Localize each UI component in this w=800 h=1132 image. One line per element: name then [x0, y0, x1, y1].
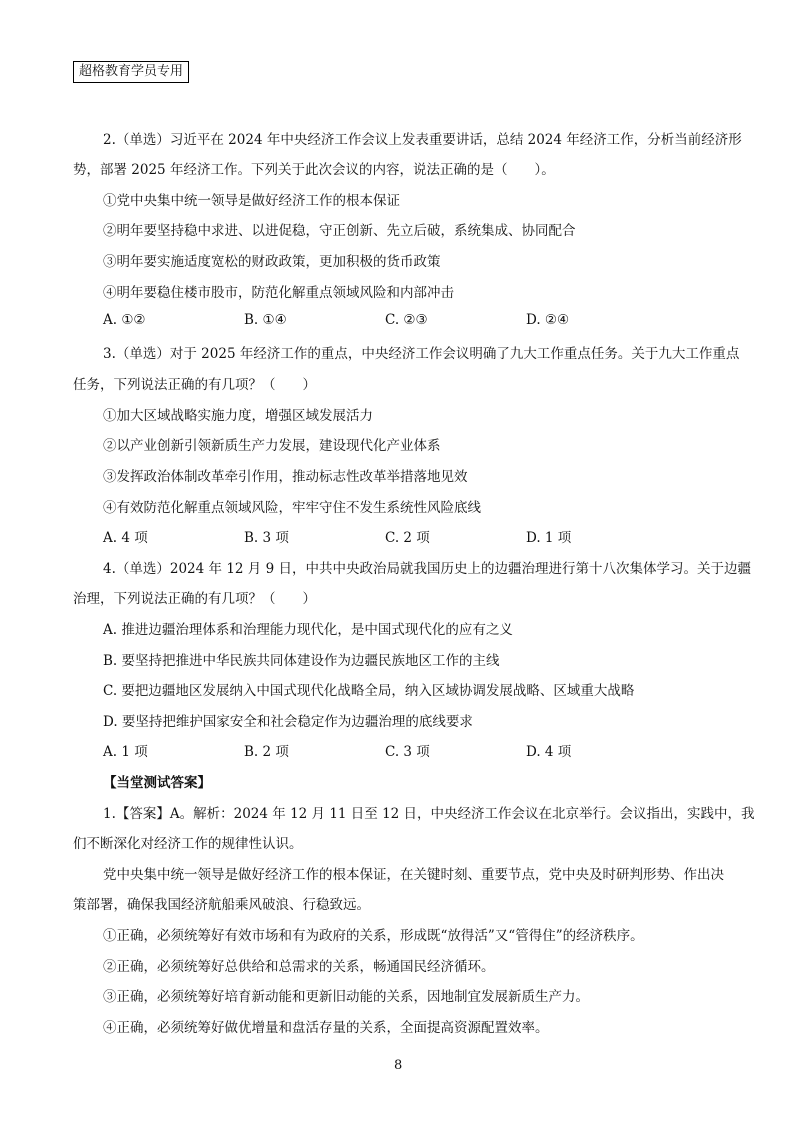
q3-option-c: C. 2 项: [385, 530, 430, 546]
answer-1-line-2: 们不断深化对经济工作的规律性认识。: [73, 836, 303, 852]
q3-item-3: ③发挥政治体制改革牵引作用，推动标志性改革举措落地见效: [103, 469, 468, 485]
q2-item-2: ②明年要坚持稳中求进、以进促稳，守正创新、先立后破，系统集成、协同配合: [103, 223, 576, 239]
q2-stem-line-1: 2.（单选）习近平在 2024 年中央经济工作会议上发表重要讲话，总结 2024 年经济工作，分析当前经济形: [103, 132, 742, 148]
q3-item-2: ②以产业创新引领新质生产力发展，建设现代化产业体系: [103, 438, 441, 454]
q3-option-a: A. 4 项: [103, 530, 148, 546]
q4-option-b: B. 2 项: [244, 744, 289, 760]
q2-stem-line-2: 势，部署 2025 年经济工作。下列关于此次会议的内容，说法正确的是（ ）。: [73, 162, 555, 178]
answer-1-point-1: ①正确，必须统筹好有效市场和有为政府的关系，形成既“放得活”又“管得住”的经济秩序。: [103, 928, 644, 944]
q4-stem-line-1: 4.（单选）2024 年 12 月 9 日，中共中央政治局就我国历史上的边疆治理进行第十八次集体学习。关于边疆: [103, 561, 751, 577]
answer-1-point-4: ④正确，必须统筹好做优增量和盘活存量的关系，全面提高资源配置效率。: [103, 1020, 549, 1036]
q3-option-d: D. 1 项: [526, 530, 572, 546]
header-label: 超格教育学员专用: [73, 61, 189, 83]
q3-stem-line-1: 3.（单选）对于 2025 年经济工作的重点，中央经济工作会议明确了九大工作重点任务。关于九大工作重点: [103, 346, 740, 362]
q3-item-1: ①加大区域战略实施力度，增强区域发展活力: [103, 408, 373, 424]
answer-1-point-3: ③正确，必须统筹好培育新动能和更新旧动能的关系，因地制宜发展新质生产力。: [103, 989, 589, 1005]
q4-stem-line-2: 治理，下列说法正确的有几项？（ ）: [73, 591, 316, 607]
q2-option-b: B. ①④: [244, 312, 287, 328]
q2-option-c: C. ②③: [385, 312, 428, 328]
q3-option-b: B. 3 项: [244, 530, 289, 546]
answer-1-line-1: 1.【答案】A。解析：2024 年 12 月 11 日至 12 日，中央经济工作会议在北京举行。会议指出，实践中，我: [103, 806, 755, 822]
q4-item-d: D. 要坚持把维护国家安全和社会稳定作为边疆治理的底线要求: [103, 714, 473, 730]
q4-item-b: B. 要坚持把推进中华民族共同体建设作为边疆民族地区工作的主线: [103, 653, 500, 669]
answers-section-title: 【当堂测试答案】: [103, 775, 211, 791]
answer-1-line-3: 党中央集中统一领导是做好经济工作的根本保证，在关键时刻、重要节点，党中央及时研判形势、作出决: [103, 867, 724, 883]
q2-item-4: ④明年要稳住楼市股市，防范化解重点领域风险和内部冲击: [103, 285, 454, 301]
q4-option-c: C. 3 项: [385, 744, 430, 760]
answer-1-line-4: 策部署，确保我国经济航船乘风破浪、行稳致远。: [73, 897, 370, 913]
q2-item-1: ①党中央集中统一领导是做好经济工作的根本保证: [103, 193, 400, 209]
q4-item-a: A. 推进边疆治理体系和治理能力现代化，是中国式现代化的应有之义: [103, 622, 513, 638]
page-number: 8: [394, 1058, 403, 1073]
answer-1-point-2: ②正确，必须统筹好总供给和总需求的关系，畅通国民经济循环。: [103, 959, 495, 975]
q2-option-a: A. ①②: [103, 312, 146, 328]
q4-option-d: D. 4 项: [526, 744, 572, 760]
q2-item-3: ③明年要实施适度宽松的财政政策，更加积极的货币政策: [103, 254, 441, 270]
q3-item-4: ④有效防范化解重点领域风险，牢牢守住不发生系统性风险底线: [103, 500, 481, 516]
q4-item-c: C. 要把边疆地区发展纳入中国式现代化战略全局，纳入区域协调发展战略、区域重大战略: [103, 683, 635, 699]
q4-option-a: A. 1 项: [103, 744, 148, 760]
q2-option-d: D. ②④: [526, 312, 570, 328]
q3-stem-line-2: 任务，下列说法正确的有几项？（ ）: [73, 377, 316, 393]
